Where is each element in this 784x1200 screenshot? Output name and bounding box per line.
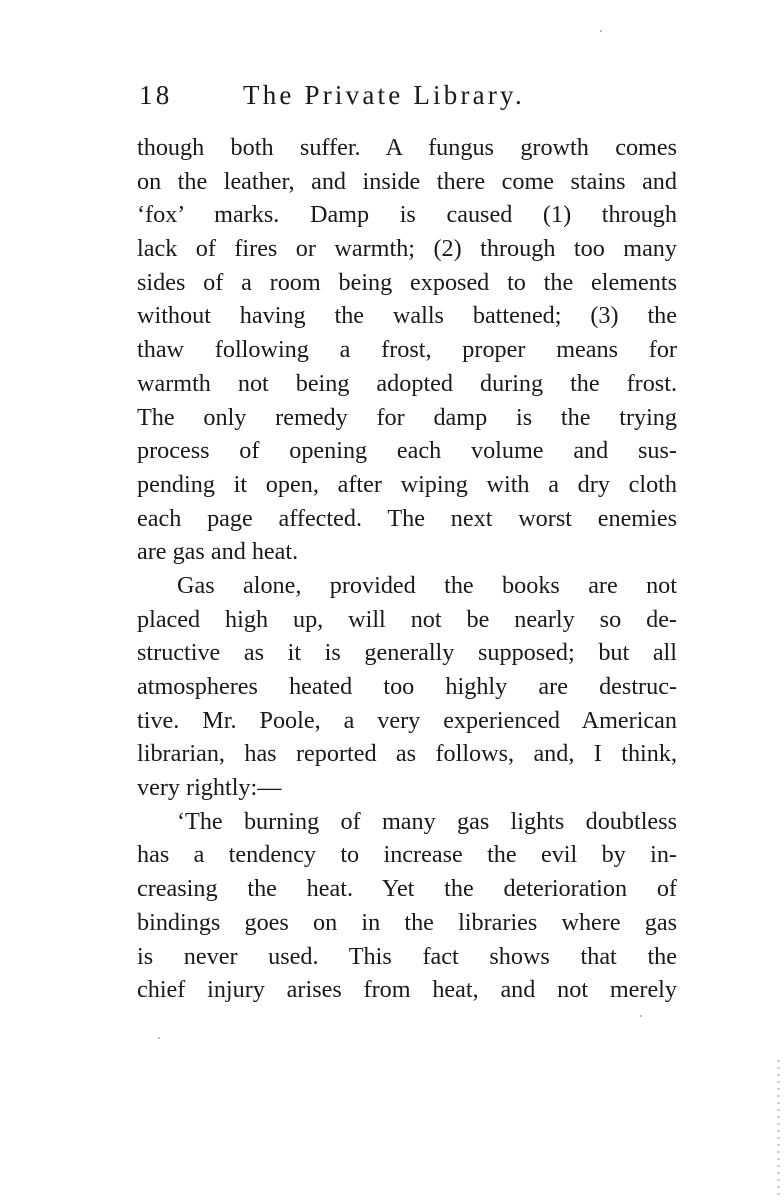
text-line: Gas alone, provided the books are not [177, 571, 677, 599]
text-line: on the leather, and inside there come stains and [137, 167, 677, 195]
scan-speck [600, 30, 602, 32]
text-line: sides of a room being exposed to the elements [137, 268, 677, 296]
text-line: though both suffer. A fungus growth comes [137, 134, 677, 161]
text-line: thaw following a frost, proper means for [137, 336, 677, 364]
running-head [139, 80, 679, 120]
text-line: ‘fox’ marks. Damp is caused (1) through [137, 201, 677, 229]
text-line: without having the walls battened; (3) the [137, 302, 677, 330]
text-line: bindings goes on in the libraries where gas [137, 908, 677, 936]
running-title: The Private Library. [243, 80, 525, 110]
text-line: atmospheres heated too highly are destruc- [137, 673, 677, 700]
text-line: tive. Mr. Poole, a very experienced American [137, 706, 677, 734]
text-line: placed high up, will not be nearly so de- [137, 605, 677, 633]
text-line: warmth not being adopted during the frost. [137, 369, 677, 397]
text-line: librarian, has reported as follows, and, I think, [137, 740, 677, 768]
scan-edge-artifact [777, 1060, 780, 1195]
body-text [137, 131, 677, 1007]
text-line: structive as it is generally supposed; but all [137, 639, 677, 667]
text-line: each page affected. The next worst enemies [137, 504, 677, 532]
text-line: process of opening each volume and sus- [137, 437, 677, 465]
text-line: are gas and heat. [137, 538, 299, 566]
text-line: lack of fires or warmth; (2) through too many [137, 235, 677, 263]
page-number: 18 [139, 80, 173, 110]
text-line: creasing the heat. Yet the deterioration of [137, 875, 677, 903]
text-line: The only remedy for damp is the trying [137, 403, 677, 431]
text-line: pending it open, after wiping with a dry cloth [137, 470, 677, 498]
text-line: ‘The burning of many gas lights doubtless [177, 807, 677, 835]
text-line: is never used. This fact shows that the [137, 942, 677, 970]
scan-speck [158, 1037, 160, 1039]
scan-speck [640, 1015, 642, 1017]
text-line: very rightly:— [137, 774, 282, 802]
text-line: chief injury arises from heat, and not merely [137, 976, 677, 1004]
text-line: has a tendency to increase the evil by in- [137, 841, 677, 869]
